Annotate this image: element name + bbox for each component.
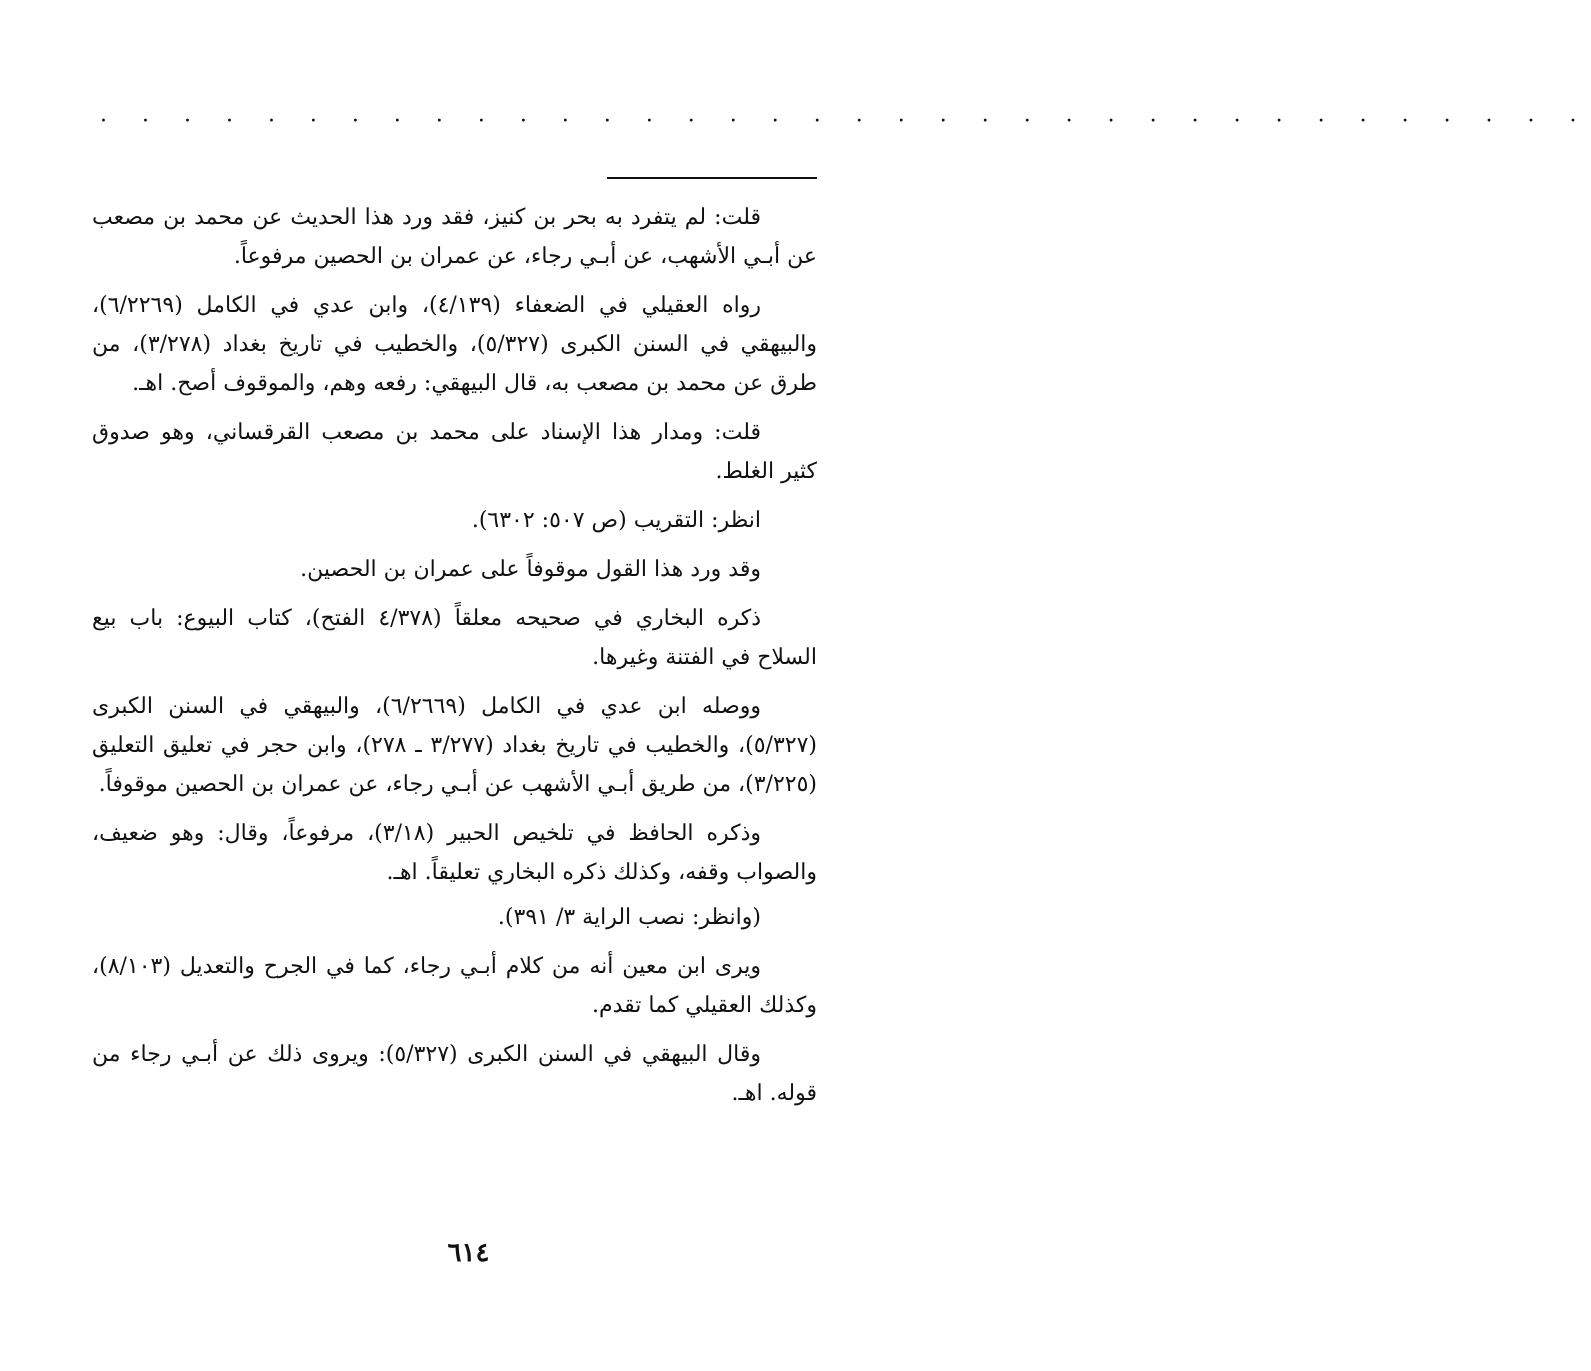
paragraph-9: (وانظر: نصب الراية ٣/ ٣٩١). bbox=[497, 905, 761, 930]
paragraph-2: رواه العقيلي في الضعفاء (٤/١٣٩)، وابن عدي في الكامل (٦/٢٢٦٩)، والبيهقي في السنن الكبرى (٥/٣٢٧)، والخطيب في تاريخ بغداد (٣/٢٧٨)، من طرق عن محمد بن مصعب به، قال البيهقي: رفعه وهم، والموقوف أصح. اهـ. bbox=[92, 293, 818, 396]
paragraph-6: ذكره البخاري في صحيحه معلقاً (٤/٣٧٨ الفتح)، كتاب البيوع: باب بيع السلاح في الفتنة وغيرها. bbox=[92, 606, 817, 670]
paragraph-4: انظر: التقريب (ص ٥٠٧: ٦٣٠٢). bbox=[471, 508, 761, 533]
paragraph-8: وذكره الحافظ في تلخيص الحبير (٣/١٨)، مرفوعاً، وقال: وهو ضعيف، والصواب وقفه، وكذلك ذكره البخاري تعليقاً. اهـ. bbox=[92, 821, 817, 885]
paragraph-7: ووصله ابن عدي في الكامل (٦/٢٦٦٩)، والبيهقي في السنن الكبرى (٥/٣٢٧)، والخطيب في تاريخ بغداد (٣/٢٧٧ ـ ٢٧٨)، وابن حجر في تعليق التعليق (٣/٢٢٥)، من طريق أبـي الأشهب عن أبـي رجاء، عن عمران بن الحصين موقوفاً. bbox=[92, 694, 817, 797]
footnote-rule bbox=[607, 177, 817, 179]
footnote-text bbox=[92, 198, 817, 1123]
paragraph-5: وقد ورد هذا القول موقوفاً على عمران بن الحصين. bbox=[300, 557, 761, 582]
paragraph-11: وقال البيهقي في السنن الكبرى (٥/٣٢٧): ويروى ذلك عن أبـي رجاء من قوله. اهـ. bbox=[92, 1042, 817, 1106]
paragraph-1: قلت: لم يتفرد به بحر بن كنيز، فقد ورد هذا الحديث عن محمد بن مصعب عن أبـي الأشهب، عن أبـي رجاء، عن عمران بن الحصين مرفوعاً. bbox=[92, 205, 817, 269]
paragraph-10: ويرى ابن معين أنه من كلام أبـي رجاء، كما في الجرح والتعديل (٨/١٠٣)، وكذلك العقيلي كما تقدم. bbox=[92, 954, 817, 1018]
dotted-separator: · · · · · · · · · · · · · · · · · · · · · · · · · · · · · · · · · · · · bbox=[100, 109, 1591, 134]
page-number: ٦١٤ bbox=[447, 1238, 490, 1268]
paragraph-3: قلت: ومدار هذا الإسناد على محمد بن مصعب القرقساني، وهو صدوق كثير الغلط. bbox=[92, 420, 817, 484]
